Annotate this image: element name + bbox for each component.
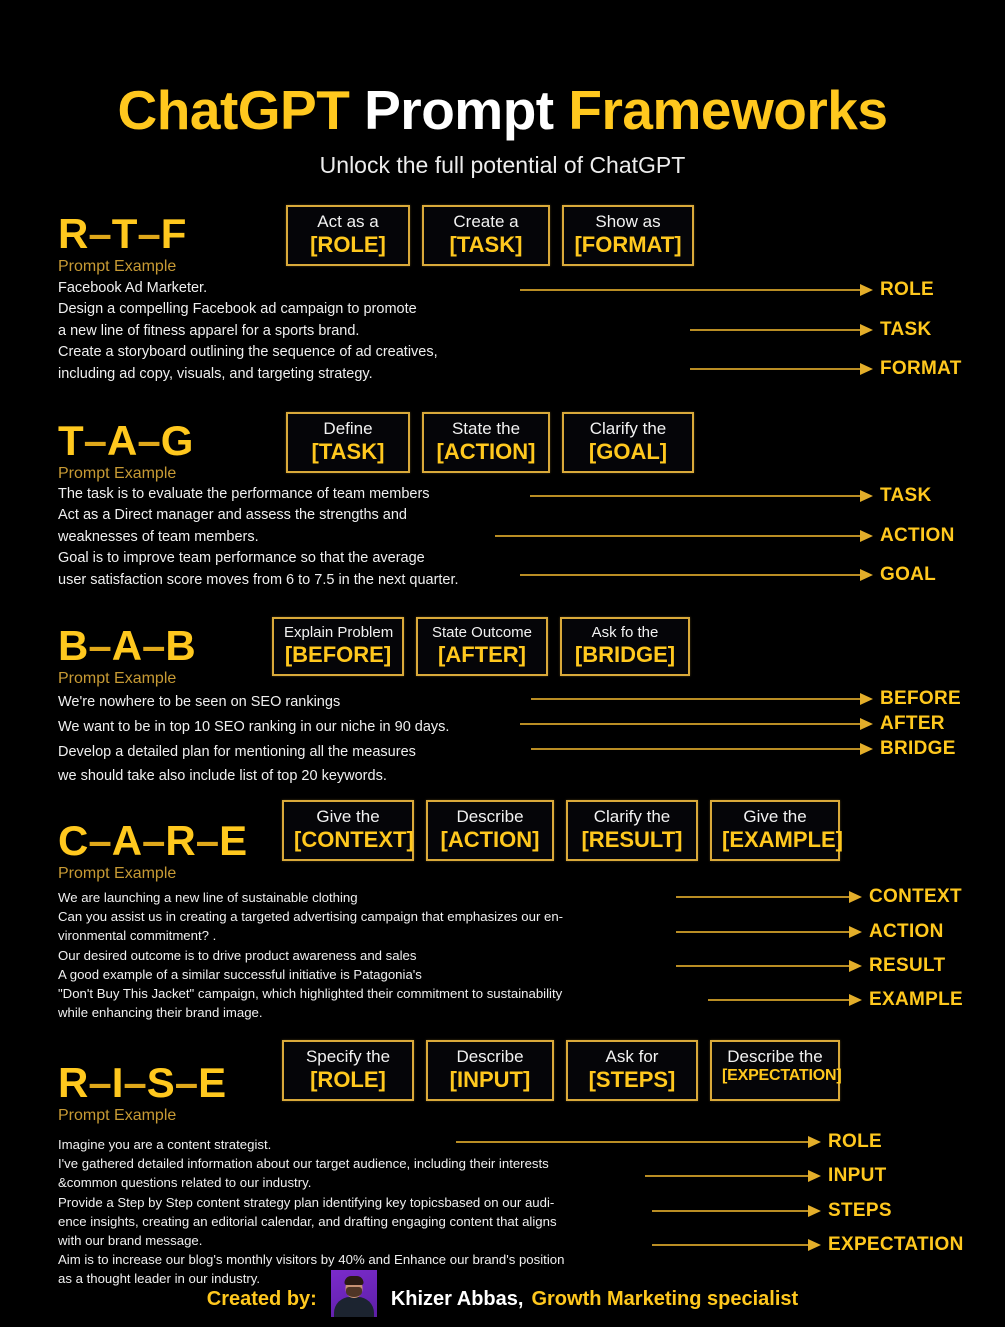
framework-box-key-label: [GOAL] [588,439,668,465]
arrow-line [520,574,861,576]
footer-credit [0,1270,1005,1317]
framework-box[interactable] [560,617,690,676]
framework-arrow-row [520,713,945,734]
framework-arrow-label: EXPECTATION [828,1234,964,1255]
framework-body-line: with our brand message. [58,1233,203,1249]
framework-box-key-label: [EXAMPLE] [722,827,843,853]
arrow-line [676,896,850,898]
framework-box[interactable] [562,412,694,473]
framework-box[interactable] [710,800,843,861]
arrow-head-icon [849,891,862,903]
framework-body-text [58,888,563,1022]
framework-box-top-label: Give the [316,807,380,826]
acronym-letter: B [165,622,196,669]
framework-arrow-row [530,485,932,506]
framework-arrow-row [652,1234,964,1255]
framework-box[interactable] [566,800,698,861]
arrow-line [690,368,861,370]
framework-box-key-label: [ROLE] [310,1067,386,1093]
framework-box[interactable] [282,800,414,861]
framework-box-top-label: State Outcome [431,624,533,641]
framework-box-top-label: Define [323,419,373,438]
arrow-head-icon [860,718,873,730]
acronym-letter: C [58,817,89,864]
acronym-letter: T [111,210,138,257]
framework-body-text [58,484,459,591]
framework-body-line: The task is to evaluate the performance of team members [58,486,430,502]
acronym-dash: – [83,417,108,464]
framework-arrow-row [676,921,944,942]
framework-box-key-label: [TASK] [449,232,523,258]
acronym-letter: B [58,622,89,669]
framework-box-top-label: Specify the [305,1047,391,1066]
framework-box[interactable] [286,412,410,473]
framework-body-line: Design a compelling Facebook ad campaign to promote [58,301,417,318]
prompt-example-label: Prompt Example [58,258,177,275]
acronym-letter: A [111,817,143,864]
acronym-letter: I [111,1059,124,1106]
acronym-dash: – [88,1059,112,1106]
acronym-dash: – [142,817,166,864]
arrow-head-icon [860,743,873,755]
framework-box-key-label: [INPUT] [449,1067,531,1093]
arrow-head-icon [849,926,862,938]
framework-box-top-label: Act as a [317,212,379,231]
framework-body-line: &common questions related to our industry. [58,1175,312,1191]
framework-box[interactable] [562,205,694,266]
arrow-head-icon [860,284,873,296]
framework-box-key-label: [STEPS] [588,1067,676,1093]
framework-body-line: Act as a Direct manager and assess the strengths and [58,507,407,524]
arrow-head-icon [860,324,873,336]
title-part-chatgpt: ChatGPT [117,79,365,141]
arrow-line [520,723,861,725]
framework-box-key-label: [ACTION] [440,827,540,853]
framework-arrow-row [676,955,946,976]
framework-arrow-label: RESULT [869,955,946,976]
framework-acronym-wrap [58,817,248,882]
framework-arrow-label: AFTER [880,713,945,734]
framework-box-key-label: [EXPECTATION] [722,1067,842,1085]
framework-boxes-row [286,412,694,473]
framework-body-line: a new line of fitness apparel for a sports brand. [58,322,360,339]
framework-arrow-row [531,688,961,709]
framework-arrow-row [690,358,962,379]
acronym-letter: R [165,817,196,864]
framework-arrow-label: BEFORE [880,688,961,709]
acronym-dash: – [142,622,166,669]
framework-box-top-label: Clarify the [593,807,671,826]
framework-body-text [58,278,438,385]
framework-box-key-label: [BRIDGE] [574,641,676,667]
framework-body-text [58,690,449,789]
framework-acronym [58,1059,227,1106]
avatar-beard-shape [346,1287,362,1297]
framework-arrow-label: FORMAT [880,358,962,379]
acronym-letter: A [107,417,138,464]
framework-body-text [58,1135,564,1289]
arrow-head-icon [808,1239,821,1251]
arrow-head-icon [860,363,873,375]
acronym-letter: E [198,1059,227,1106]
framework-box[interactable] [416,617,548,676]
prompt-example-label: Prompt Example [58,1107,177,1124]
arrow-line [495,535,861,537]
framework-body-line: Goal is to improve team performance so that the average [58,550,425,567]
page-subtitle: Unlock the full potential of ChatGPT [319,151,686,178]
framework-body-line: Imagine you are a content strategist. [58,1137,272,1152]
framework-box-top-label: Give the [743,807,807,826]
acronym-dash: – [195,817,220,864]
framework-boxes-row [282,800,843,861]
framework-box-key-label: [AFTER] [438,641,526,667]
framework-arrow-label: TASK [880,319,932,340]
framework-body-line: Develop a detailed plan for mentioning all the measures [58,743,416,760]
framework-box-top-label: Explain Problem [284,624,394,641]
framework-acronym-wrap [58,210,187,275]
avatar-hair-shape [344,1276,363,1285]
framework-box-key-label: [ACTION] [436,439,536,465]
framework-arrow-row [676,886,962,907]
framework-body-line: Can you assist us in creating a targeted advertising campaign that emphasizes our en- [58,909,564,925]
framework-boxes-row [286,205,694,266]
framework-arrow-label: ACTION [880,525,955,546]
acronym-letter: A [111,622,143,669]
framework-arrow-label: ROLE [880,279,934,300]
framework-box[interactable] [566,1040,698,1101]
acronym-letter: S [146,1059,175,1106]
framework-arrow-row [690,319,932,340]
framework-boxes-row [272,617,690,676]
framework-arrow-row [652,1200,892,1221]
framework-box-key-label: [TASK] [311,439,385,465]
arrow-head-icon [860,490,873,502]
framework-boxes-row [282,1040,840,1101]
framework-box-top-label: Describe the [727,1047,823,1066]
framework-arrow-row [531,738,956,759]
framework-arrow-row [456,1131,882,1152]
arrow-head-icon [808,1136,821,1148]
framework-box-top-label: Ask for [605,1047,659,1066]
title-part-frameworks: Frameworks [568,79,888,141]
acronym-letter: G [160,417,194,464]
framework-acronym [58,622,196,669]
framework-arrow-label: BRIDGE [880,738,956,759]
acronym-dash: – [123,1059,147,1106]
framework-box[interactable] [422,205,550,266]
framework-box[interactable] [272,617,404,676]
framework-box-top-label: Create a [453,212,519,231]
framework-box[interactable] [422,412,550,473]
framework-box-top-label: Ask fo the [591,624,659,641]
framework-arrow-row [708,989,963,1010]
framework-arrow-label: EXAMPLE [869,989,963,1010]
acronym-letter: R [58,1059,89,1106]
arrow-line [531,698,861,700]
framework-body-line: including ad copy, visuals, and targeting strategy. [58,365,373,382]
acronym-letter: R [58,210,89,257]
framework-body-line: Facebook Ad Marketer. [58,280,208,296]
framework-box-top-label: Show as [595,212,661,231]
framework-arrow-label: TASK [880,485,932,506]
framework-body-line: A good example of a similar successful initiative is Patagonia's [58,966,422,982]
framework-arrow-label: ROLE [828,1131,882,1152]
framework-body-line: We are launching a new line of sustainable clothing [58,890,358,905]
framework-body-line: Provide a Step by Step content strategy plan identifying key topicsbased on our audi- [58,1194,555,1210]
arrow-head-icon [849,994,862,1006]
framework-box-top-label: Describe [456,1047,524,1066]
arrow-line [652,1244,809,1246]
acronym-letter: F [160,210,187,257]
acronym-letter: E [219,817,248,864]
framework-arrow-label: GOAL [880,564,937,585]
acronym-dash: – [174,1059,199,1106]
arrow-head-icon [860,530,873,542]
framework-box-key-label: [BEFORE] [284,641,392,667]
framework-arrow-label: INPUT [828,1165,887,1186]
acronym-dash: – [88,817,112,864]
arrow-head-icon [808,1170,821,1182]
framework-box[interactable] [282,1040,414,1101]
created-by-label: Created by: [206,1288,317,1310]
framework-body-line: as a thought leader in our industry. [58,1271,261,1287]
arrow-head-icon [860,569,873,581]
framework-body-line: Aim is to increase our blog's monthly visitors by 40% and Enhance our brand's position [58,1252,565,1268]
framework-body-line: "Don't Buy This Jacket" campaign, which highlighted their commitment to sustainability [58,986,563,1002]
framework-body-line: we should take also include list of top 20 keywords. [58,768,387,785]
framework-box[interactable] [426,1040,554,1101]
arrow-line [520,289,861,291]
framework-body-line: weaknesses of team members. [58,528,259,545]
acronym-dash: – [137,210,161,257]
acronym-dash: – [88,210,112,257]
framework-acronym [58,210,187,257]
framework-body-line: Our desired outcome is to drive product awareness and sales [58,947,417,963]
framework-acronym-wrap [58,417,194,482]
arrow-line [645,1175,809,1177]
framework-arrow-label: CONTEXT [869,886,962,907]
framework-body-line: We're nowhere to be seen on SEO rankings [58,694,341,710]
prompt-example-label: Prompt Example [58,465,177,482]
arrow-line [690,329,861,331]
framework-box-top-label: State the [451,419,521,438]
framework-arrow-row [495,525,955,546]
arrow-head-icon [849,960,862,972]
framework-body-line: user satisfaction score moves from 6 to 7.5 in the next quarter. [58,571,459,588]
arrow-head-icon [860,693,873,705]
framework-acronym-wrap [58,622,196,687]
framework-acronym [58,417,194,464]
acronym-dash: – [88,622,112,669]
arrow-line [676,931,850,933]
framework-body-line: while enhancing their brand image. [58,1005,263,1021]
arrow-head-icon [808,1205,821,1217]
framework-box-top-label: Clarify the [589,419,667,438]
framework-box[interactable] [710,1040,840,1101]
acronym-letter: T [58,417,84,464]
header [0,0,1005,179]
framework-box-key-label: [RESULT] [581,827,683,853]
framework-arrow-row [520,564,937,585]
author-role: Growth Marketing specialist [531,1288,799,1310]
framework-arrow-label: STEPS [828,1200,892,1221]
framework-box[interactable] [426,800,554,861]
avatar [331,1270,377,1317]
acronym-dash: – [137,417,161,464]
framework-body-line: ence insights, creating an editorial calendar, and drafting engaging content that aligns [58,1213,557,1229]
framework-box-key-label: [FORMAT] [574,232,682,258]
framework-body-line: vironmental commitment? . [58,928,217,944]
page-title [0,79,1005,141]
framework-box-key-label: [CONTEXT] [294,827,414,853]
prompt-example-label: Prompt Example [58,865,177,882]
framework-body-line: Create a storyboard outlining the sequence of ad creatives, [58,344,438,361]
author-name: Khizer Abbas, [390,1288,524,1310]
framework-box-key-label: [ROLE] [310,232,386,258]
framework-arrow-label: ACTION [869,921,944,942]
framework-box-top-label: Describe [456,807,524,826]
framework-arrow-row [645,1165,887,1186]
framework-acronym-wrap [58,1059,227,1124]
framework-box[interactable] [286,205,410,266]
arrow-line [676,965,850,967]
arrow-line [530,495,861,497]
framework-body-line: We want to be in top 10 SEO ranking in our niche in 90 days. [58,718,450,735]
arrow-line [456,1141,809,1143]
arrow-line [531,748,861,750]
framework-arrow-row [520,279,934,300]
prompt-example-label: Prompt Example [58,670,177,687]
framework-acronym [58,817,248,864]
title-part-prompt: Prompt [364,79,569,141]
arrow-line [708,999,850,1001]
framework-body-line: I've gathered detailed information about our target audience, including their interests [58,1156,549,1172]
avatar-body-shape [334,1297,374,1317]
arrow-line [652,1210,809,1212]
